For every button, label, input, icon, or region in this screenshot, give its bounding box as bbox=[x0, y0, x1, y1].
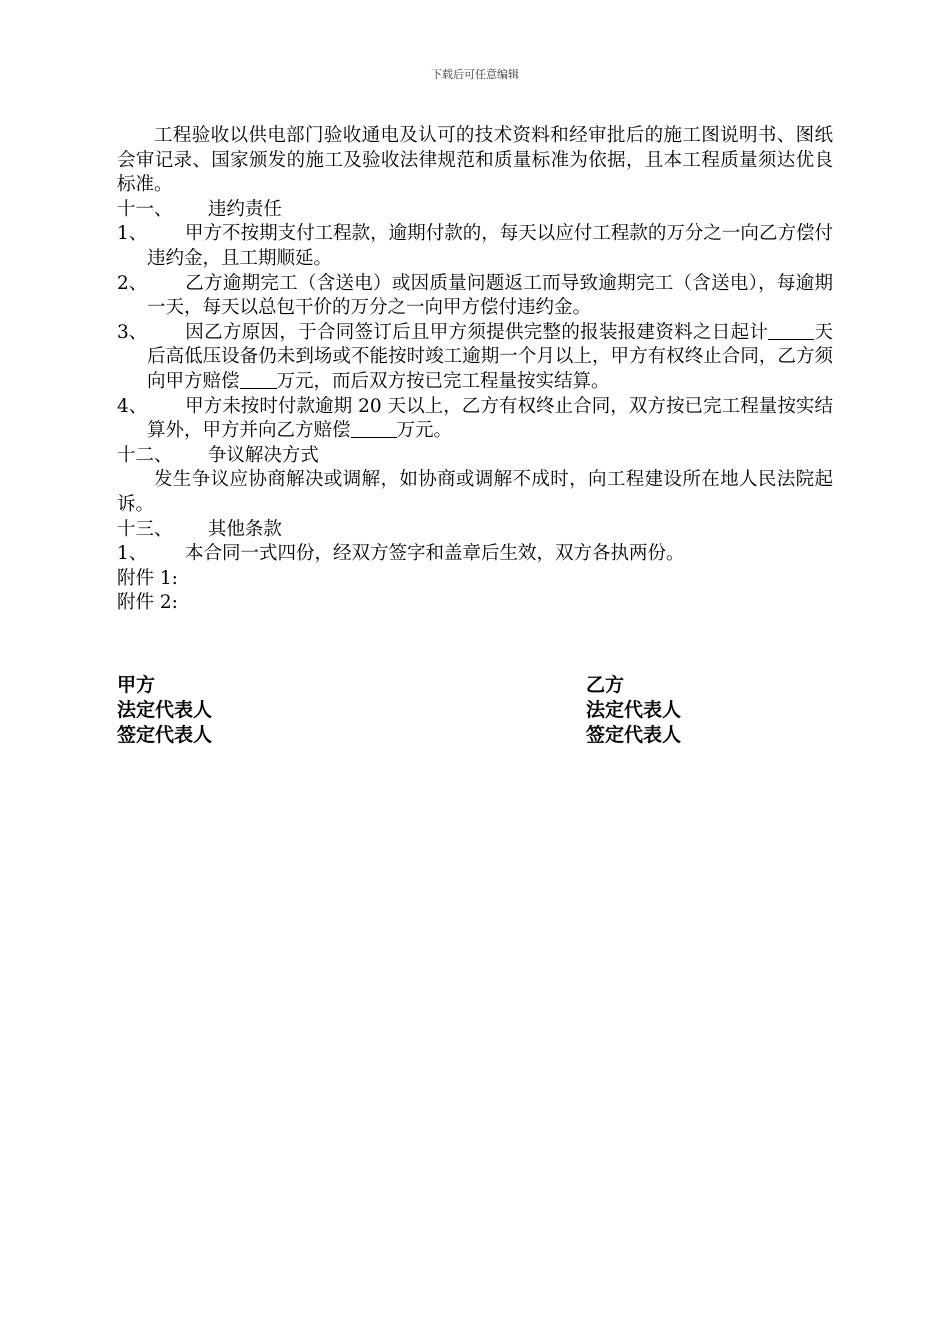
clause-text: 因乙方原因，于合同签订后且甲方须提供完整的报装报建资料之日起计 bbox=[185, 321, 769, 343]
section-title: 其他条款 bbox=[207, 518, 282, 540]
clause-11-2 bbox=[117, 272, 833, 321]
section-number: 十三、 bbox=[117, 518, 173, 540]
clause-number: 3、 bbox=[117, 321, 148, 343]
section-title: 争议解决方式 bbox=[207, 444, 319, 466]
section-11-heading bbox=[117, 198, 833, 223]
attachment-1: 附件 1: bbox=[117, 567, 178, 589]
clause-text: 甲方未按时付款逾期 20 天以上，乙方有权终止合同，双方按已完工程量按实结算外，甲方并向乙方赔偿 bbox=[147, 395, 833, 442]
section-title: 违约责任 bbox=[207, 198, 282, 220]
clause-number: 1、 bbox=[117, 223, 148, 245]
party-a-legal-rep: 法定代表人 bbox=[117, 699, 213, 721]
clause-11-4 bbox=[117, 395, 833, 444]
clause-text: 本合同一式四份，经双方签字和盖章后生效，双方各执两份。 bbox=[185, 543, 685, 565]
dispute-paragraph: 发生争议应协商解决或调解，如协商或调解不成时，向工程建设所在地人民法院起诉。 bbox=[117, 469, 833, 515]
attachment-2: 附件 2: bbox=[117, 592, 178, 614]
contract-body bbox=[117, 124, 833, 616]
party-b-signature bbox=[586, 673, 681, 748]
header-note: 下载后可任意编辑 bbox=[431, 68, 519, 81]
clause-11-1 bbox=[117, 222, 833, 271]
party-a-sign-rep: 签定代表人 bbox=[117, 724, 213, 746]
section-12-heading bbox=[117, 444, 833, 469]
clause-text: 万元。 bbox=[396, 420, 453, 442]
party-a-label: 甲方 bbox=[117, 674, 156, 696]
clause-text: 乙方逾期完工（含送电）或因质量问题返工而导致逾期完工（含送电），每逾期一天，每天以总包干价的万分之一向甲方偿付违约金。 bbox=[147, 272, 833, 319]
section-number: 十一、 bbox=[117, 198, 173, 220]
clause-number: 2、 bbox=[117, 272, 148, 294]
party-b-label: 乙方 bbox=[586, 674, 625, 696]
clause-text: 天后高低压设备仍未到场或不能按时竣工逾期一个月以上，甲方有权终止合同，乙方须向甲方赔偿 bbox=[147, 321, 833, 392]
clause-13-1 bbox=[117, 542, 833, 567]
blank-days[interactable] bbox=[768, 321, 814, 340]
party-b-legal-rep: 法定代表人 bbox=[586, 699, 682, 721]
blank-amount[interactable] bbox=[351, 419, 397, 438]
party-a-signature bbox=[117, 673, 212, 748]
clause-number: 1、 bbox=[117, 543, 148, 565]
acceptance-paragraph: 工程验收以供电部门验收通电及认可的技术资料和经审批后的施工图说明书、图纸会审记录、国家颁发的施工及验收法律规范和质量标准为依据，且本工程质量须达优良标准。 bbox=[117, 125, 833, 196]
section-number: 十二、 bbox=[117, 444, 173, 466]
clause-text: 甲方不按期支付工程款，逾期付款的，每天以应付工程款的万分之一向乙方偿付违约金，且工期顺延。 bbox=[147, 223, 833, 269]
clause-text: 万元，而后双方按已完工程量按实结算。 bbox=[276, 370, 610, 392]
clause-number: 4、 bbox=[117, 395, 148, 417]
blank-amount[interactable] bbox=[240, 370, 277, 389]
party-b-sign-rep: 签定代表人 bbox=[586, 724, 682, 746]
section-13-heading bbox=[117, 518, 833, 543]
clause-11-3 bbox=[117, 321, 833, 395]
